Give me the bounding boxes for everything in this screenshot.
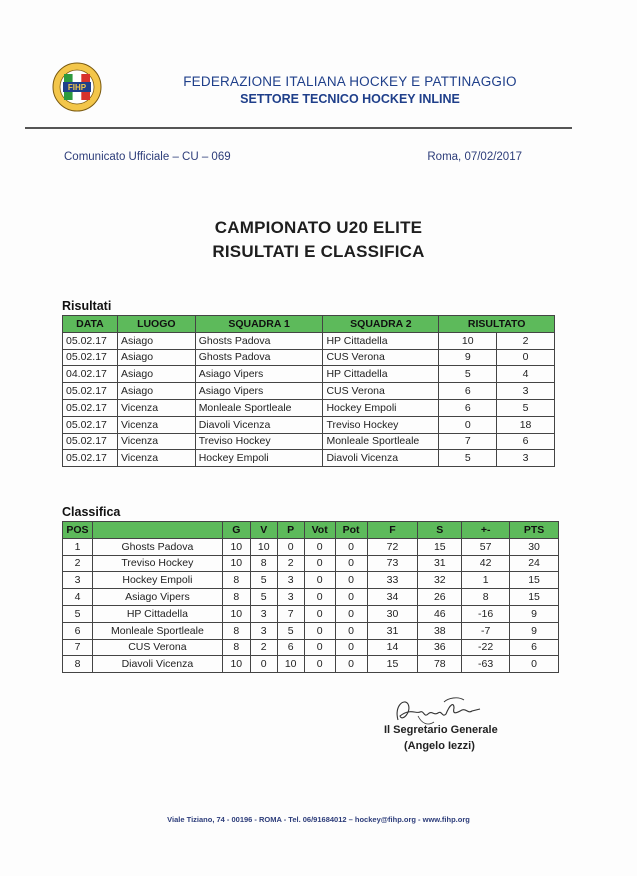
- result-score1: 6: [439, 383, 497, 400]
- signature-icon: [388, 694, 498, 728]
- result-date: 05.02.17: [63, 383, 118, 400]
- standings-section-label: Classifica: [62, 505, 121, 519]
- result-team2: HP Cittadella: [323, 332, 439, 349]
- standing-pos: 8: [63, 656, 93, 673]
- standing-pos: 5: [63, 605, 93, 622]
- standing-s: 32: [418, 572, 462, 589]
- standing-p: 5: [277, 622, 304, 639]
- result-team1: Asiago Vipers: [195, 366, 323, 383]
- standing-pot: 0: [335, 538, 367, 555]
- result-team1: Ghosts Padova: [195, 349, 323, 366]
- standings-row: [63, 589, 559, 606]
- result-venue: Vicenza: [117, 416, 195, 433]
- standing-pos: 4: [63, 589, 93, 606]
- standing-pts: 15: [510, 572, 559, 589]
- standing-diff: 57: [462, 538, 510, 555]
- result-venue: Asiago: [117, 366, 195, 383]
- result-team1: Hockey Empoli: [195, 450, 323, 467]
- standing-pos: 1: [63, 538, 93, 555]
- result-team2: HP Cittadella: [323, 366, 439, 383]
- standings-row: [63, 572, 559, 589]
- standing-g: 10: [222, 605, 250, 622]
- standings-row: [63, 538, 559, 555]
- result-team2: Diavoli Vicenza: [323, 450, 439, 467]
- col-header-p: P: [277, 522, 304, 539]
- standing-f: 15: [367, 656, 418, 673]
- standing-vot: 0: [304, 639, 335, 656]
- result-date: 05.02.17: [63, 399, 118, 416]
- standing-p: 0: [277, 538, 304, 555]
- standing-diff: -16: [462, 605, 510, 622]
- result-score2: 2: [497, 332, 555, 349]
- standing-pts: 0: [510, 656, 559, 673]
- standing-s: 78: [418, 656, 462, 673]
- standing-pos: 3: [63, 572, 93, 589]
- col-header-pts: PTS: [510, 522, 559, 539]
- result-score2: 0: [497, 349, 555, 366]
- result-date: 05.02.17: [63, 433, 118, 450]
- standing-p: 2: [277, 555, 304, 572]
- result-venue: Asiago: [117, 383, 195, 400]
- standing-pot: 0: [335, 605, 367, 622]
- standing-vot: 0: [304, 538, 335, 555]
- standing-team: Asiago Vipers: [92, 589, 222, 606]
- result-team2: Hockey Empoli: [323, 399, 439, 416]
- standing-pot: 0: [335, 555, 367, 572]
- result-score1: 0: [439, 416, 497, 433]
- result-team1: Diavoli Vicenza: [195, 416, 323, 433]
- result-date: 04.02.17: [63, 366, 118, 383]
- result-venue: Vicenza: [117, 450, 195, 467]
- standing-p: 7: [277, 605, 304, 622]
- result-score2: 6: [497, 433, 555, 450]
- standing-team: HP Cittadella: [92, 605, 222, 622]
- standing-pts: 6: [510, 639, 559, 656]
- standing-team: Monleale Sportleale: [92, 622, 222, 639]
- standing-vot: 0: [304, 656, 335, 673]
- result-venue: Asiago: [117, 332, 195, 349]
- result-date: 05.02.17: [63, 349, 118, 366]
- standing-pot: 0: [335, 656, 367, 673]
- department-name: SETTORE TECNICO HOCKEY INLINE: [240, 92, 460, 106]
- standing-team: Ghosts Padova: [92, 538, 222, 555]
- standing-v: 2: [250, 639, 277, 656]
- standing-f: 33: [367, 572, 418, 589]
- header-divider: [25, 127, 572, 129]
- results-row: [63, 399, 555, 416]
- standing-f: 73: [367, 555, 418, 572]
- result-venue: Asiago: [117, 349, 195, 366]
- standing-v: 8: [250, 555, 277, 572]
- standing-pos: 6: [63, 622, 93, 639]
- place-date: Roma, 07/02/2017: [427, 151, 522, 163]
- standing-p: 3: [277, 572, 304, 589]
- standing-diff: 1: [462, 572, 510, 589]
- results-header-row: [63, 316, 555, 333]
- result-team1: Treviso Hockey: [195, 433, 323, 450]
- standing-team: Treviso Hockey: [92, 555, 222, 572]
- standing-p: 6: [277, 639, 304, 656]
- result-score1: 10: [439, 332, 497, 349]
- standings-row: [63, 605, 559, 622]
- result-score1: 9: [439, 349, 497, 366]
- results-row: [63, 383, 555, 400]
- standing-diff: 42: [462, 555, 510, 572]
- standing-s: 26: [418, 589, 462, 606]
- standing-vot: 0: [304, 622, 335, 639]
- standing-g: 8: [222, 639, 250, 656]
- standing-g: 8: [222, 589, 250, 606]
- standing-f: 31: [367, 622, 418, 639]
- result-team2: CUS Verona: [323, 383, 439, 400]
- result-team1: Ghosts Padova: [195, 332, 323, 349]
- standing-team: CUS Verona: [92, 639, 222, 656]
- standing-pts: 30: [510, 538, 559, 555]
- standing-diff: 8: [462, 589, 510, 606]
- standing-s: 15: [418, 538, 462, 555]
- organization-name: FEDERAZIONE ITALIANA HOCKEY E PATTINAGGIO: [183, 74, 517, 89]
- standing-f: 34: [367, 589, 418, 606]
- col-header-diff: +-: [462, 522, 510, 539]
- standing-g: 10: [222, 555, 250, 572]
- standing-pot: 0: [335, 622, 367, 639]
- results-row: [63, 349, 555, 366]
- result-score1: 5: [439, 450, 497, 467]
- standing-pos: 2: [63, 555, 93, 572]
- result-score2: 3: [497, 450, 555, 467]
- communique-number: Comunicato Ufficiale – CU – 069: [64, 151, 231, 163]
- standing-pot: 0: [335, 589, 367, 606]
- result-team1: Asiago Vipers: [195, 383, 323, 400]
- standings-row: [63, 622, 559, 639]
- col-header-risultato: RISULTATO: [439, 316, 555, 333]
- standing-pos: 7: [63, 639, 93, 656]
- col-header-pot: Pot: [335, 522, 367, 539]
- result-score2: 5: [497, 399, 555, 416]
- signatory-role: Il Segretario Generale: [384, 724, 498, 736]
- result-score2: 3: [497, 383, 555, 400]
- document-title: CAMPIONATO U20 ELITE: [214, 218, 423, 237]
- result-team2: Monleale Sportleale: [323, 433, 439, 450]
- col-header-s: S: [418, 522, 462, 539]
- standing-f: 14: [367, 639, 418, 656]
- col-header-data: DATA: [63, 316, 118, 333]
- standing-s: 46: [418, 605, 462, 622]
- standing-s: 38: [418, 622, 462, 639]
- standing-pot: 0: [335, 639, 367, 656]
- result-team1: Monleale Sportleale: [195, 399, 323, 416]
- logo-text: FIHP: [67, 83, 87, 92]
- standings-row: [63, 656, 559, 673]
- standing-vot: 0: [304, 589, 335, 606]
- standings-row: [63, 555, 559, 572]
- results-row: [63, 366, 555, 383]
- results-row: [63, 450, 555, 467]
- results-table: [62, 315, 555, 467]
- result-score2: 18: [497, 416, 555, 433]
- standing-vot: 0: [304, 555, 335, 572]
- col-header-g: G: [222, 522, 250, 539]
- standing-v: 3: [250, 605, 277, 622]
- result-team2: CUS Verona: [323, 349, 439, 366]
- standing-team: Hockey Empoli: [92, 572, 222, 589]
- col-header-luogo: LUOGO: [117, 316, 195, 333]
- standing-pts: 15: [510, 589, 559, 606]
- results-section-label: Risultati: [62, 299, 112, 313]
- result-team2: Treviso Hockey: [323, 416, 439, 433]
- standings-row: [63, 639, 559, 656]
- standing-v: 10: [250, 538, 277, 555]
- results-row: [63, 416, 555, 433]
- results-row: [63, 332, 555, 349]
- document-subtitle: RISULTATI E CLASSIFICA: [212, 242, 425, 261]
- standing-f: 30: [367, 605, 418, 622]
- col-header-pos: POS: [63, 522, 93, 539]
- result-venue: Vicenza: [117, 433, 195, 450]
- standing-diff: -63: [462, 656, 510, 673]
- col-header-f: F: [367, 522, 418, 539]
- standing-v: 0: [250, 656, 277, 673]
- standing-g: 10: [222, 656, 250, 673]
- result-score2: 4: [497, 366, 555, 383]
- result-venue: Vicenza: [117, 399, 195, 416]
- col-header-vot: Vot: [304, 522, 335, 539]
- standing-s: 36: [418, 639, 462, 656]
- standing-v: 3: [250, 622, 277, 639]
- standing-pts: 9: [510, 605, 559, 622]
- result-date: 05.02.17: [63, 416, 118, 433]
- standing-team: Diavoli Vicenza: [92, 656, 222, 673]
- standing-v: 5: [250, 589, 277, 606]
- standing-pot: 0: [335, 572, 367, 589]
- result-score1: 7: [439, 433, 497, 450]
- standing-g: 8: [222, 622, 250, 639]
- standing-s: 31: [418, 555, 462, 572]
- standing-diff: -22: [462, 639, 510, 656]
- standing-pts: 24: [510, 555, 559, 572]
- standing-vot: 0: [304, 605, 335, 622]
- col-header-squadra1: SQUADRA 1: [195, 316, 323, 333]
- result-score1: 6: [439, 399, 497, 416]
- standings-header-row: [63, 522, 559, 539]
- col-header-v: V: [250, 522, 277, 539]
- result-date: 05.02.17: [63, 332, 118, 349]
- signatory-name: (Angelo Iezzi): [404, 740, 475, 752]
- standing-pts: 9: [510, 622, 559, 639]
- col-header-team: [92, 522, 222, 539]
- standing-v: 5: [250, 572, 277, 589]
- standing-f: 72: [367, 538, 418, 555]
- standing-g: 10: [222, 538, 250, 555]
- standing-diff: -7: [462, 622, 510, 639]
- footer-contact: Viale Tiziano, 74 - 00196 - ROMA - Tel. 06/91684012 – hockey@fihp.org - www.fihp.org: [167, 815, 470, 824]
- fihp-logo-icon: [52, 62, 102, 112]
- standing-p: 3: [277, 589, 304, 606]
- standing-p: 10: [277, 656, 304, 673]
- col-header-squadra2: SQUADRA 2: [323, 316, 439, 333]
- result-score1: 5: [439, 366, 497, 383]
- result-date: 05.02.17: [63, 450, 118, 467]
- standing-vot: 0: [304, 572, 335, 589]
- standing-g: 8: [222, 572, 250, 589]
- results-row: [63, 433, 555, 450]
- standings-table: [62, 521, 559, 673]
